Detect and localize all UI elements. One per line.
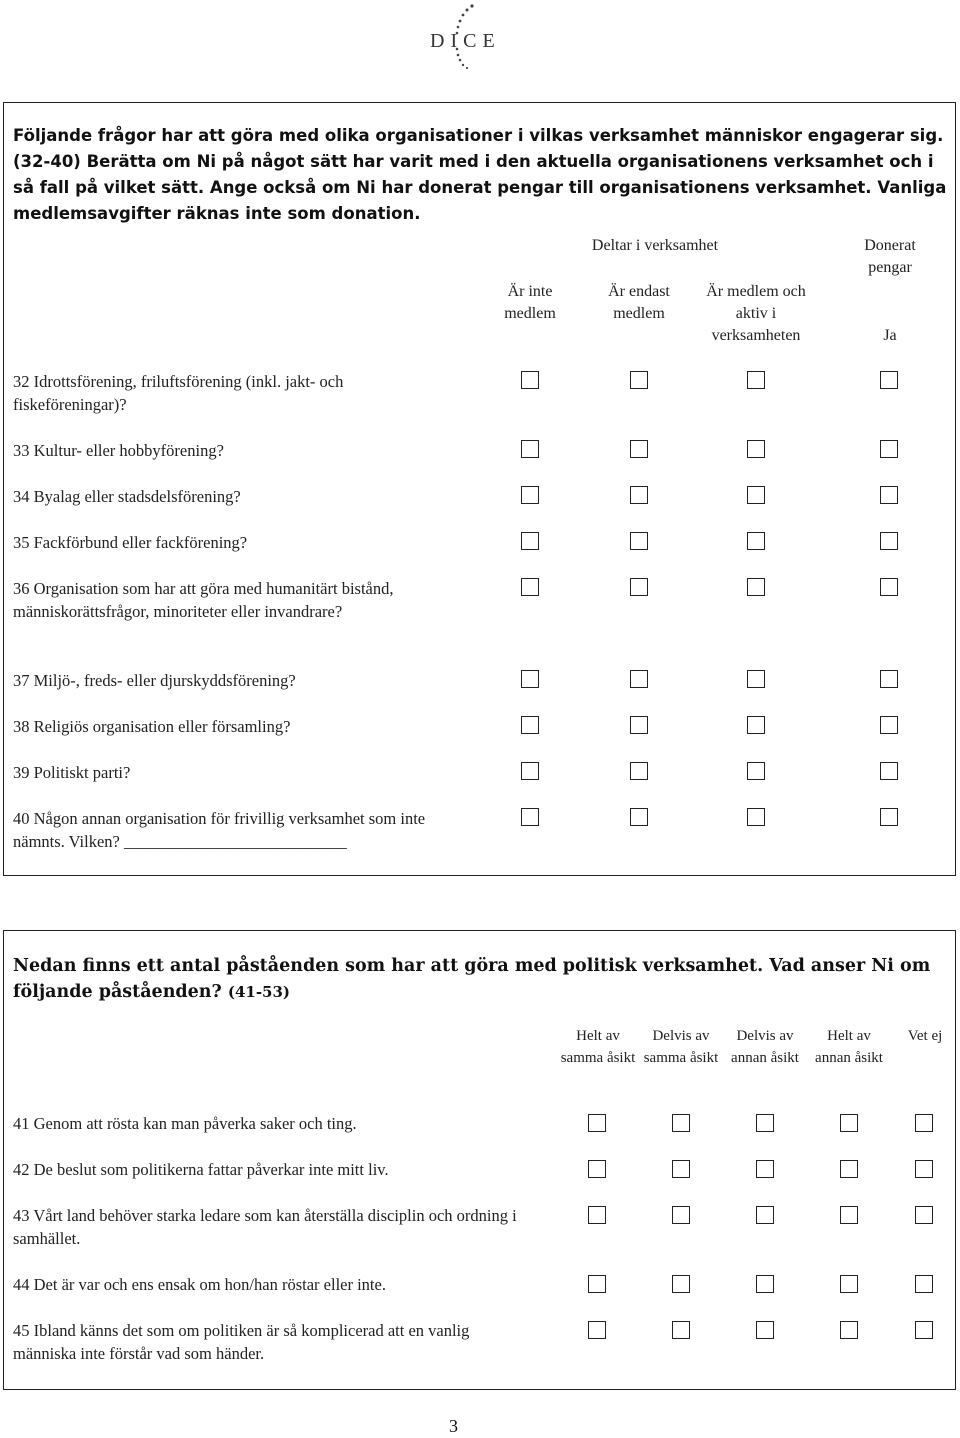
checkbox-only-member[interactable]	[630, 578, 648, 596]
checkbox-donated[interactable]	[880, 716, 898, 734]
checkbox-not-member[interactable]	[521, 716, 539, 734]
checkbox-partly-disagree[interactable]	[756, 1321, 774, 1339]
checkbox-fully-disagree[interactable]	[840, 1206, 858, 1224]
statement-45: 45 Ibland känns det som om politiken är så komplicerad att en vanlig människa inte förstår vad som händer.	[13, 1321, 470, 1363]
checkbox-only-member[interactable]	[630, 486, 648, 504]
checkbox-not-member[interactable]	[521, 762, 539, 780]
checkbox-active-member[interactable]	[747, 670, 765, 688]
checkbox-donated[interactable]	[880, 532, 898, 550]
checkbox-fully-agree[interactable]	[588, 1114, 606, 1132]
checkbox-only-member[interactable]	[630, 762, 648, 780]
checkbox-partly-disagree[interactable]	[756, 1160, 774, 1178]
checkbox-partly-disagree[interactable]	[756, 1114, 774, 1132]
section2-intro-ref: (41-53)	[227, 983, 291, 1001]
checkbox-partly-agree[interactable]	[672, 1206, 690, 1224]
question-37: 37 Miljö-, freds- eller djurskyddsförening?	[13, 671, 296, 690]
checkbox-active-member[interactable]	[747, 440, 765, 458]
checkbox-fully-disagree[interactable]	[840, 1275, 858, 1293]
statement-43: 43 Vårt land behöver starka ledare som kan återställa disciplin och ordning i samhället.	[13, 1206, 517, 1248]
checkbox-dont-know[interactable]	[915, 1160, 933, 1178]
statement-44: 44 Det är var och ens ensak om hon/han röstar eller inte.	[13, 1275, 386, 1294]
page-number: 3	[449, 1416, 458, 1436]
checkbox-active-member[interactable]	[747, 762, 765, 780]
checkbox-only-member[interactable]	[630, 371, 648, 389]
checkbox-donated[interactable]	[880, 670, 898, 688]
donated-header: Donerat pengar	[864, 237, 916, 276]
col-active-member: Är medlem och aktiv i verksamheten	[706, 283, 806, 344]
checkbox-active-member[interactable]	[747, 371, 765, 389]
question-34: 34 Byalag eller stadsdelsförening?	[13, 487, 241, 506]
question-39: 39 Politiskt parti?	[13, 763, 131, 782]
checkbox-partly-agree[interactable]	[672, 1321, 690, 1339]
checkbox-only-member[interactable]	[630, 532, 648, 550]
dice-logo	[400, 0, 520, 72]
checkbox-active-member[interactable]	[747, 532, 765, 550]
checkbox-fully-disagree[interactable]	[840, 1160, 858, 1178]
checkbox-not-member[interactable]	[521, 578, 539, 596]
checkbox-not-member[interactable]	[521, 440, 539, 458]
checkbox-donated[interactable]	[880, 486, 898, 504]
col-donated-yes: Ja	[883, 327, 897, 344]
checkbox-partly-agree[interactable]	[672, 1114, 690, 1132]
checkbox-not-member[interactable]	[521, 808, 539, 826]
section1-intro: Följande frågor har att göra med olika organisationer i vilkas verksamhet människor engagerar sig. (32-40) Berätta om Ni på något sätt har varit med i den aktuella organisationens verksamhet och i så fall på vilket sätt. Ange också om Ni har donerat pengar till organisationens verksamhet. Vanliga medlemsavgifter räknas inte som donation.	[13, 126, 947, 223]
col-only-member: Är endast medlem	[608, 283, 670, 322]
col-fully-agree: Helt av samma åsikt	[560, 1028, 636, 1066]
checkbox-fully-disagree[interactable]	[840, 1321, 858, 1339]
checkbox-dont-know[interactable]	[915, 1114, 933, 1132]
checkbox-dont-know[interactable]	[915, 1275, 933, 1293]
statement-41: 41 Genom att rösta kan man påverka saker och ting.	[13, 1114, 357, 1133]
checkbox-only-member[interactable]	[630, 716, 648, 734]
checkbox-only-member[interactable]	[630, 670, 648, 688]
checkbox-not-member[interactable]	[521, 532, 539, 550]
checkbox-donated[interactable]	[880, 762, 898, 780]
logo-text: DICE	[430, 30, 501, 52]
checkbox-fully-agree[interactable]	[588, 1206, 606, 1224]
checkbox-only-member[interactable]	[630, 808, 648, 826]
question-36: 36 Organisation som har att göra med humanitärt bistånd, människorättsfrågor, minoriteter eller invandrare?	[13, 579, 394, 621]
checkbox-donated[interactable]	[880, 440, 898, 458]
checkbox-not-member[interactable]	[521, 670, 539, 688]
checkbox-active-member[interactable]	[747, 578, 765, 596]
col-partly-agree: Delvis av samma åsikt	[643, 1028, 719, 1066]
col-not-member: Är inte medlem	[504, 283, 556, 322]
statement-42: 42 De beslut som politikerna fattar påverkar inte mitt liv.	[13, 1160, 389, 1179]
checkbox-donated[interactable]	[880, 808, 898, 826]
checkbox-not-member[interactable]	[521, 486, 539, 504]
checkbox-fully-agree[interactable]	[588, 1160, 606, 1178]
checkbox-active-member[interactable]	[747, 716, 765, 734]
participation-group-header: Deltar i verksamhet	[591, 237, 719, 254]
checkbox-only-member[interactable]	[630, 440, 648, 458]
question-32: 32 Idrottsförening, friluftsförening (inkl. jakt- och fiskeföreningar)?	[13, 372, 344, 414]
checkbox-partly-agree[interactable]	[672, 1160, 690, 1178]
checkbox-fully-disagree[interactable]	[840, 1114, 858, 1132]
checkbox-dont-know[interactable]	[915, 1321, 933, 1339]
checkbox-not-member[interactable]	[521, 371, 539, 389]
section2-intro-text: Nedan finns ett antal påståenden som har att göra med politisk verksamhet. Vad anser Ni om följande påståenden?	[13, 956, 931, 1002]
question-33: 33 Kultur- eller hobbyförening?	[13, 441, 224, 460]
checkbox-partly-disagree[interactable]	[756, 1275, 774, 1293]
checkbox-fully-agree[interactable]	[588, 1321, 606, 1339]
checkbox-dont-know[interactable]	[915, 1206, 933, 1224]
checkbox-fully-agree[interactable]	[588, 1275, 606, 1293]
checkbox-donated[interactable]	[880, 578, 898, 596]
checkbox-partly-disagree[interactable]	[756, 1206, 774, 1224]
question-40: 40 Någon annan organisation för frivillig verksamhet som inte nämnts. Vilken? ___________________________	[13, 809, 426, 851]
section2-intro	[13, 953, 948, 1005]
col-partly-disagree: Delvis av annan åsikt	[731, 1028, 799, 1066]
checkbox-active-member[interactable]	[747, 808, 765, 826]
checkbox-partly-agree[interactable]	[672, 1275, 690, 1293]
question-35: 35 Fackförbund eller fackförening?	[13, 533, 248, 552]
col-fully-disagree: Helt av annan åsikt	[815, 1028, 883, 1066]
checkbox-donated[interactable]	[880, 371, 898, 389]
question-38: 38 Religiös organisation eller församling?	[13, 717, 291, 736]
checkbox-active-member[interactable]	[747, 486, 765, 504]
col-dont-know: Vet ej	[907, 1028, 943, 1044]
